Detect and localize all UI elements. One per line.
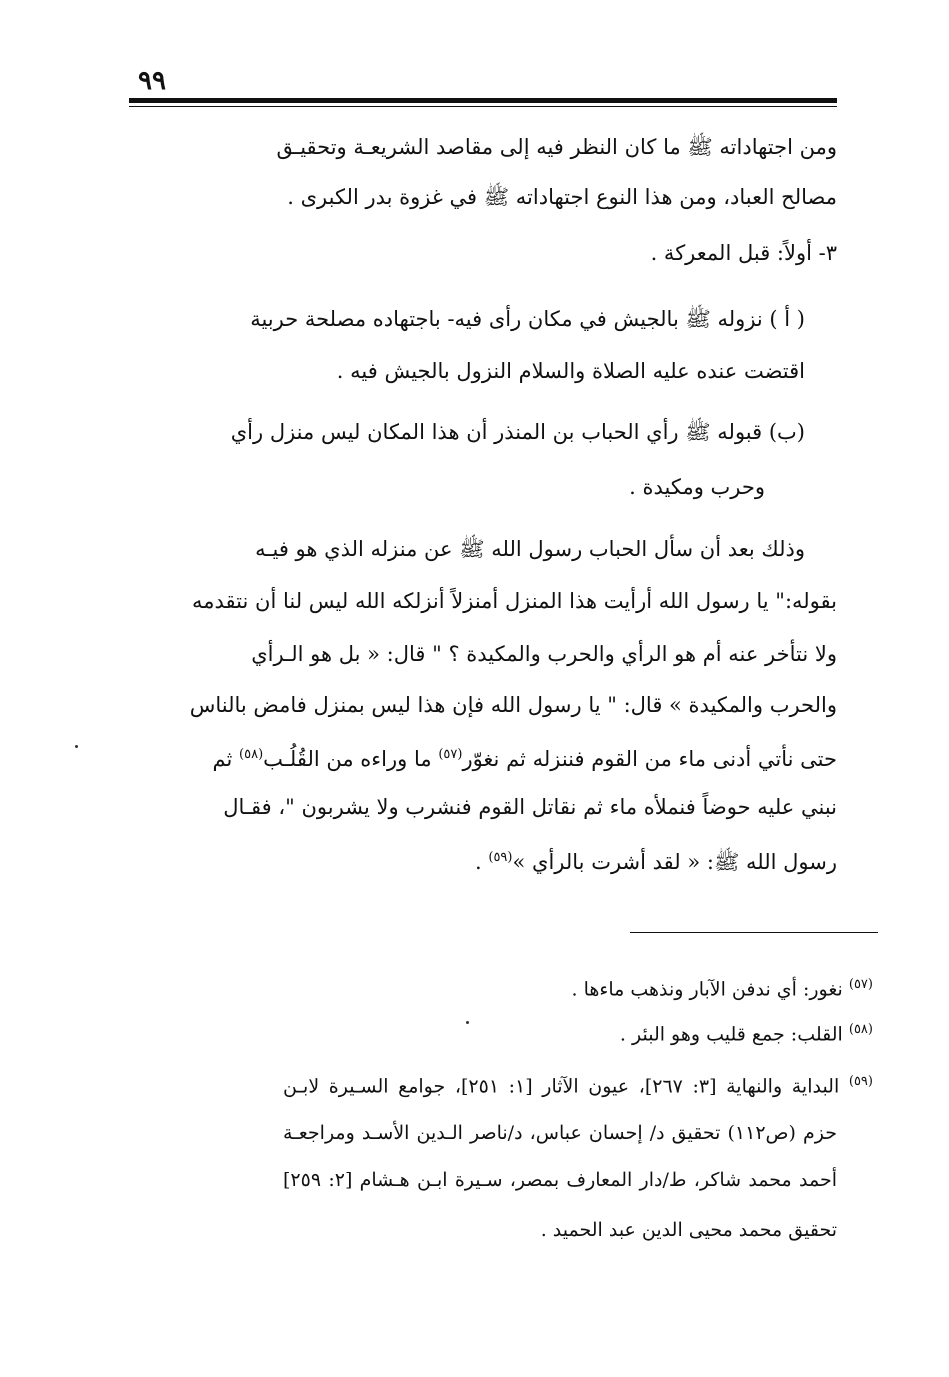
footnote-text: نغور: أي ندفن الآبار ونذهب ماءها . xyxy=(571,978,843,1001)
footnote-58 xyxy=(283,1015,873,1049)
quote-line: نبني عليه حوضاً فنملأه ماء ثم نقاتل القوم فنشرب ولا يشربون "، فقـال xyxy=(223,795,837,819)
list-item-b: (ب) قبوله ﷺ رأي الحباب بن المنذر أن هذا المكان ليس منزل رأي xyxy=(230,420,805,444)
footnote-number: (٥٨) xyxy=(848,1022,873,1037)
quote-text: ثم xyxy=(212,747,233,771)
quote-line: بقوله:" يا رسول الله أرأيت هذا المنزل أمنزلاً أنزلكه الله ليس لنا أن نتقدمه xyxy=(192,589,837,613)
quote-line: ولا نتأخر عنه أم هو الرأي والحرب والمكيدة ؟ " قال: « بل هو الـرأي xyxy=(251,642,837,666)
footnote-57 xyxy=(283,970,873,1004)
quote-text: رسول الله ﷺ: « لقد أشرت بالرأي » xyxy=(512,850,837,874)
body-line: ومن اجتهاداته ﷺ ما كان النظر فيه إلى مقاصد الشريعـة وتحقيـق xyxy=(276,135,837,159)
list-item-a-cont: اقتضت عنده عليه الصلاة والسلام النزول بالجيش فيه . xyxy=(336,359,805,383)
section-heading: ٣- أولاً: قبل المعركة . xyxy=(650,241,837,265)
footnote-59 xyxy=(283,1067,873,1101)
quote-line: والحرب والمكيدة » قال: " يا رسول الله فإن هذا ليس بمنزل فامض بالناس xyxy=(189,693,837,717)
footnote-number: (٥٩) xyxy=(848,1074,873,1089)
header-rule-thin xyxy=(129,106,837,107)
header-rule xyxy=(129,98,837,103)
footnote-59-cont: أحمد محمد شاكر، ط/دار المعارف بمصر، سـيرة ابـن هـشام [٢: ٢٥٩] xyxy=(283,1169,837,1191)
quote-text: . xyxy=(475,850,482,874)
footnote-ref-59: (٥٩) xyxy=(488,850,513,865)
footnote-text: القلب: جمع قليب وهو البئر . xyxy=(619,1023,843,1046)
footnote-separator xyxy=(630,932,878,933)
list-item-a: ( أ ) نزوله ﷺ بالجيش في مكان رأى فيه- باجتهاده مصلحة حربية xyxy=(250,307,805,331)
quote-text: حتى نأتي أدنى ماء من القوم فننزله ثم نغوّر xyxy=(462,747,837,771)
page-number: ٩٩ xyxy=(138,66,166,96)
quote-text: ما وراءه من القُلُـب xyxy=(263,747,432,771)
quote-line xyxy=(283,843,837,877)
footnote-59-cont: تحقيق محمد محيى الدين عبد الحميد . xyxy=(540,1219,837,1241)
quote-line: وذلك بعد أن سأل الحباب رسول الله ﷺ عن منزله الذي هو فيـه xyxy=(255,537,805,561)
body-line: مصالح العباد، ومن هذا النوع اجتهاداته ﷺ في غزوة بدر الكبرى . xyxy=(287,185,837,209)
scan-speck xyxy=(466,1021,469,1024)
quote-line xyxy=(212,740,837,774)
list-item-b-cont: وحرب ومكيدة . xyxy=(629,475,765,499)
footnote-ref-57: (٥٧) xyxy=(438,747,463,762)
footnote-number: (٥٧) xyxy=(848,977,873,992)
scan-speck xyxy=(75,745,78,748)
footnote-text: البداية والنهاية [٣: ٢٦٧]، عيون الآثار [١: ٢٥١]، جوامع السـيرة لابـن xyxy=(283,1075,840,1098)
footnote-ref-58: (٥٨) xyxy=(239,747,264,762)
footnote-59-cont: حزم (ص١١٢) تحقيق د/ إحسان عباس، د/ناصر الـدين الأسـد ومراجعـة xyxy=(283,1122,837,1144)
